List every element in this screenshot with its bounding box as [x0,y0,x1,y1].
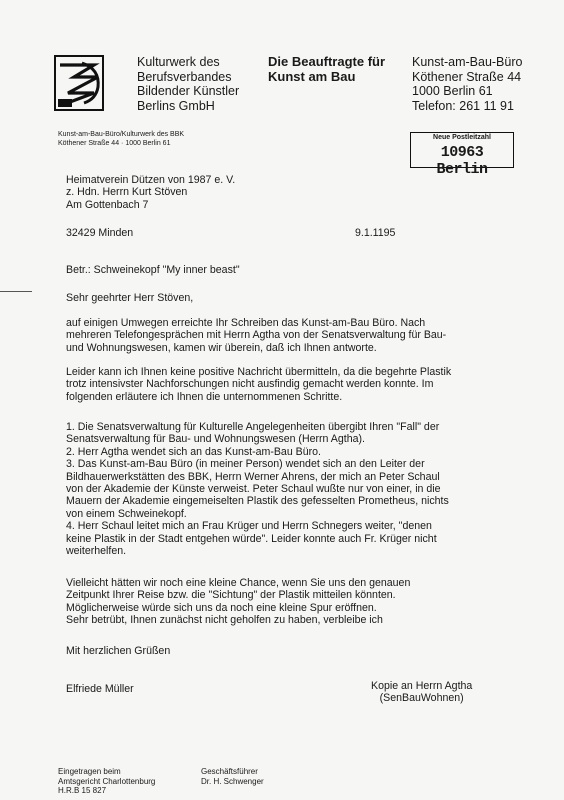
footer-line: Amtsgericht Charlottenburg [58,776,156,786]
footer-line: H.R.B 15 827 [58,786,107,795]
fold-mark [0,291,32,292]
sender-org-line: Kulturwerk des [137,55,220,69]
paragraph-line: 4. Herr Schaul leitet mich an Frau Krüger und Herrn Schnegers weiter, "denen [66,520,432,533]
recipient-line: z. Hdn. Herrn Kurt Stöven [66,186,188,199]
paragraph-line: Möglicherweise würde sich uns da noch eine kleine Spur eröffnen. [66,601,377,614]
paragraph-line: trotz intensivster Nachforschungen nicht ausfindig gemacht werden konnte. Im [66,378,434,391]
sender-title [268,54,385,84]
paragraph-line: Sehr betrübt, Ihnen zunächst nicht geholfen zu haben, verbleibe ich [66,614,383,627]
signer-name: Elfriede Müller [66,683,134,695]
recipient-line: Heimatverein Dützen von 1987 e. V. [66,174,236,186]
sender-address-line: Köthener Straße 44 [412,69,522,84]
copy-note-line: Kopie an Herrn Agtha [371,680,473,692]
paragraph-line: Bildhauerwerkstätten des BBK, Herrn Werner Ahrens, der mich an Peter Schaul [66,470,440,483]
postal-code-stamp [410,132,514,178]
paragraph [66,366,536,403]
return-address [58,131,184,148]
stamp-title: Neue Postleitzahl [433,134,491,141]
letter-date: 9.1.1195 [355,227,396,239]
return-address-line: Köthener Straße 44 · 1000 Berlin 61 [58,139,171,147]
paragraph-line: auf einigen Umwegen erreichte Ihr Schreiben das Kunst-am-Bau Büro. Nach [66,317,426,329]
salutation: Sehr geehrter Herr Stöven, [66,292,194,304]
sender-title-line: Kunst am Bau [268,69,356,84]
sender-title-line: Die Beauftragte für [268,54,386,69]
footer-line: Dr. H. Schwenger [201,776,264,786]
closing: Mit herzlichen Grüßen [66,645,171,657]
stamp-code: 10963 Berlin [436,144,488,178]
paragraph-line: und Wohnungswesen, kamen wir überein, daß ich Ihnen antworte. [66,341,377,354]
footer-line: Eingetragen beim [58,767,121,776]
paragraph-line: Mauern der Akademie eingemeiselten Plastik des gefesselten Prometheus, nichts [66,495,449,508]
recipient-line: Am Gottenbach 7 [66,198,149,211]
sender-org-line: Berufsverbandes [137,69,232,84]
footer-manager [201,767,264,786]
sender-org [137,55,239,113]
paragraph-line: 2. Herr Agtha wendet sich an das Kunst-am-Bau Büro. [66,445,321,458]
copy-note-line: (SenBauWohnen) [379,692,464,705]
paragraph-line: mehreren Telefongesprächen mit Herrn Agtha von der Senatsverwaltung für Bau- [66,329,447,342]
paragraph-line: 1. Die Senatsverwaltung für Kulturelle Angelegenheiten übergibt Ihren "Fall" der [66,421,440,433]
return-address-line: Kunst-am-Bau-Büro/Kulturwerk des BBK [58,131,185,138]
footer-register [58,767,155,796]
subject-line: Betr.: Schweinekopf "My inner beast" [66,264,240,276]
recipient-address [66,174,235,211]
paragraph-line: Zeitpunkt Ihrer Reise bzw. die "Sichtung" der Plastik mitteilen könnten. [66,589,396,602]
paragraph-line: weiterhelfen. [66,545,127,558]
paragraph-line: 3. Das Kunst-am-Bau Büro (in meiner Person) wendet sich an den Leiter der [66,458,425,471]
paragraph-line: Vielleicht hätten wir noch eine kleine Chance, wenn Sie uns den genauen [66,577,411,589]
bbk-logo-icon [54,55,104,111]
sender-org-line: Bildender Künstler [137,84,240,98]
paragraph-line: Leider kann ich Ihnen keine positive Nachricht übermitteln, da die begehrte Plastik [66,366,452,378]
recipient-city: 32429 Minden [66,227,134,239]
paragraph-line: von der Akademie der Künste verweist. Peter Schaul wußte nur von einer, in die [66,483,441,496]
paragraph-line: Senatsverwaltung für Bau- und Wohnungswesen (Herrn Agtha). [66,433,365,446]
sender-address-line: Kunst-am-Bau-Büro [412,55,523,69]
paragraph-line: von einem Schweinekopf. [66,507,187,520]
footer-line: Geschäftsführer [201,767,258,776]
paragraph-line: folgenden erläutere ich Ihnen die unternommenen Schritte. [66,390,343,403]
paragraph [66,317,536,354]
sender-address [412,55,522,113]
paragraph-line: keine Plastik in der Stadt entgehen würde". Leider konnte auch Fr. Krüger nicht [66,532,437,545]
paragraph [66,577,536,627]
copy-note [371,680,472,705]
sender-org-line: Berlins GmbH [137,98,215,113]
sender-address-line: 1000 Berlin 61 [412,84,493,98]
paragraph-steps [66,421,536,557]
sender-address-line: Telefon: 261 11 91 [412,98,514,113]
